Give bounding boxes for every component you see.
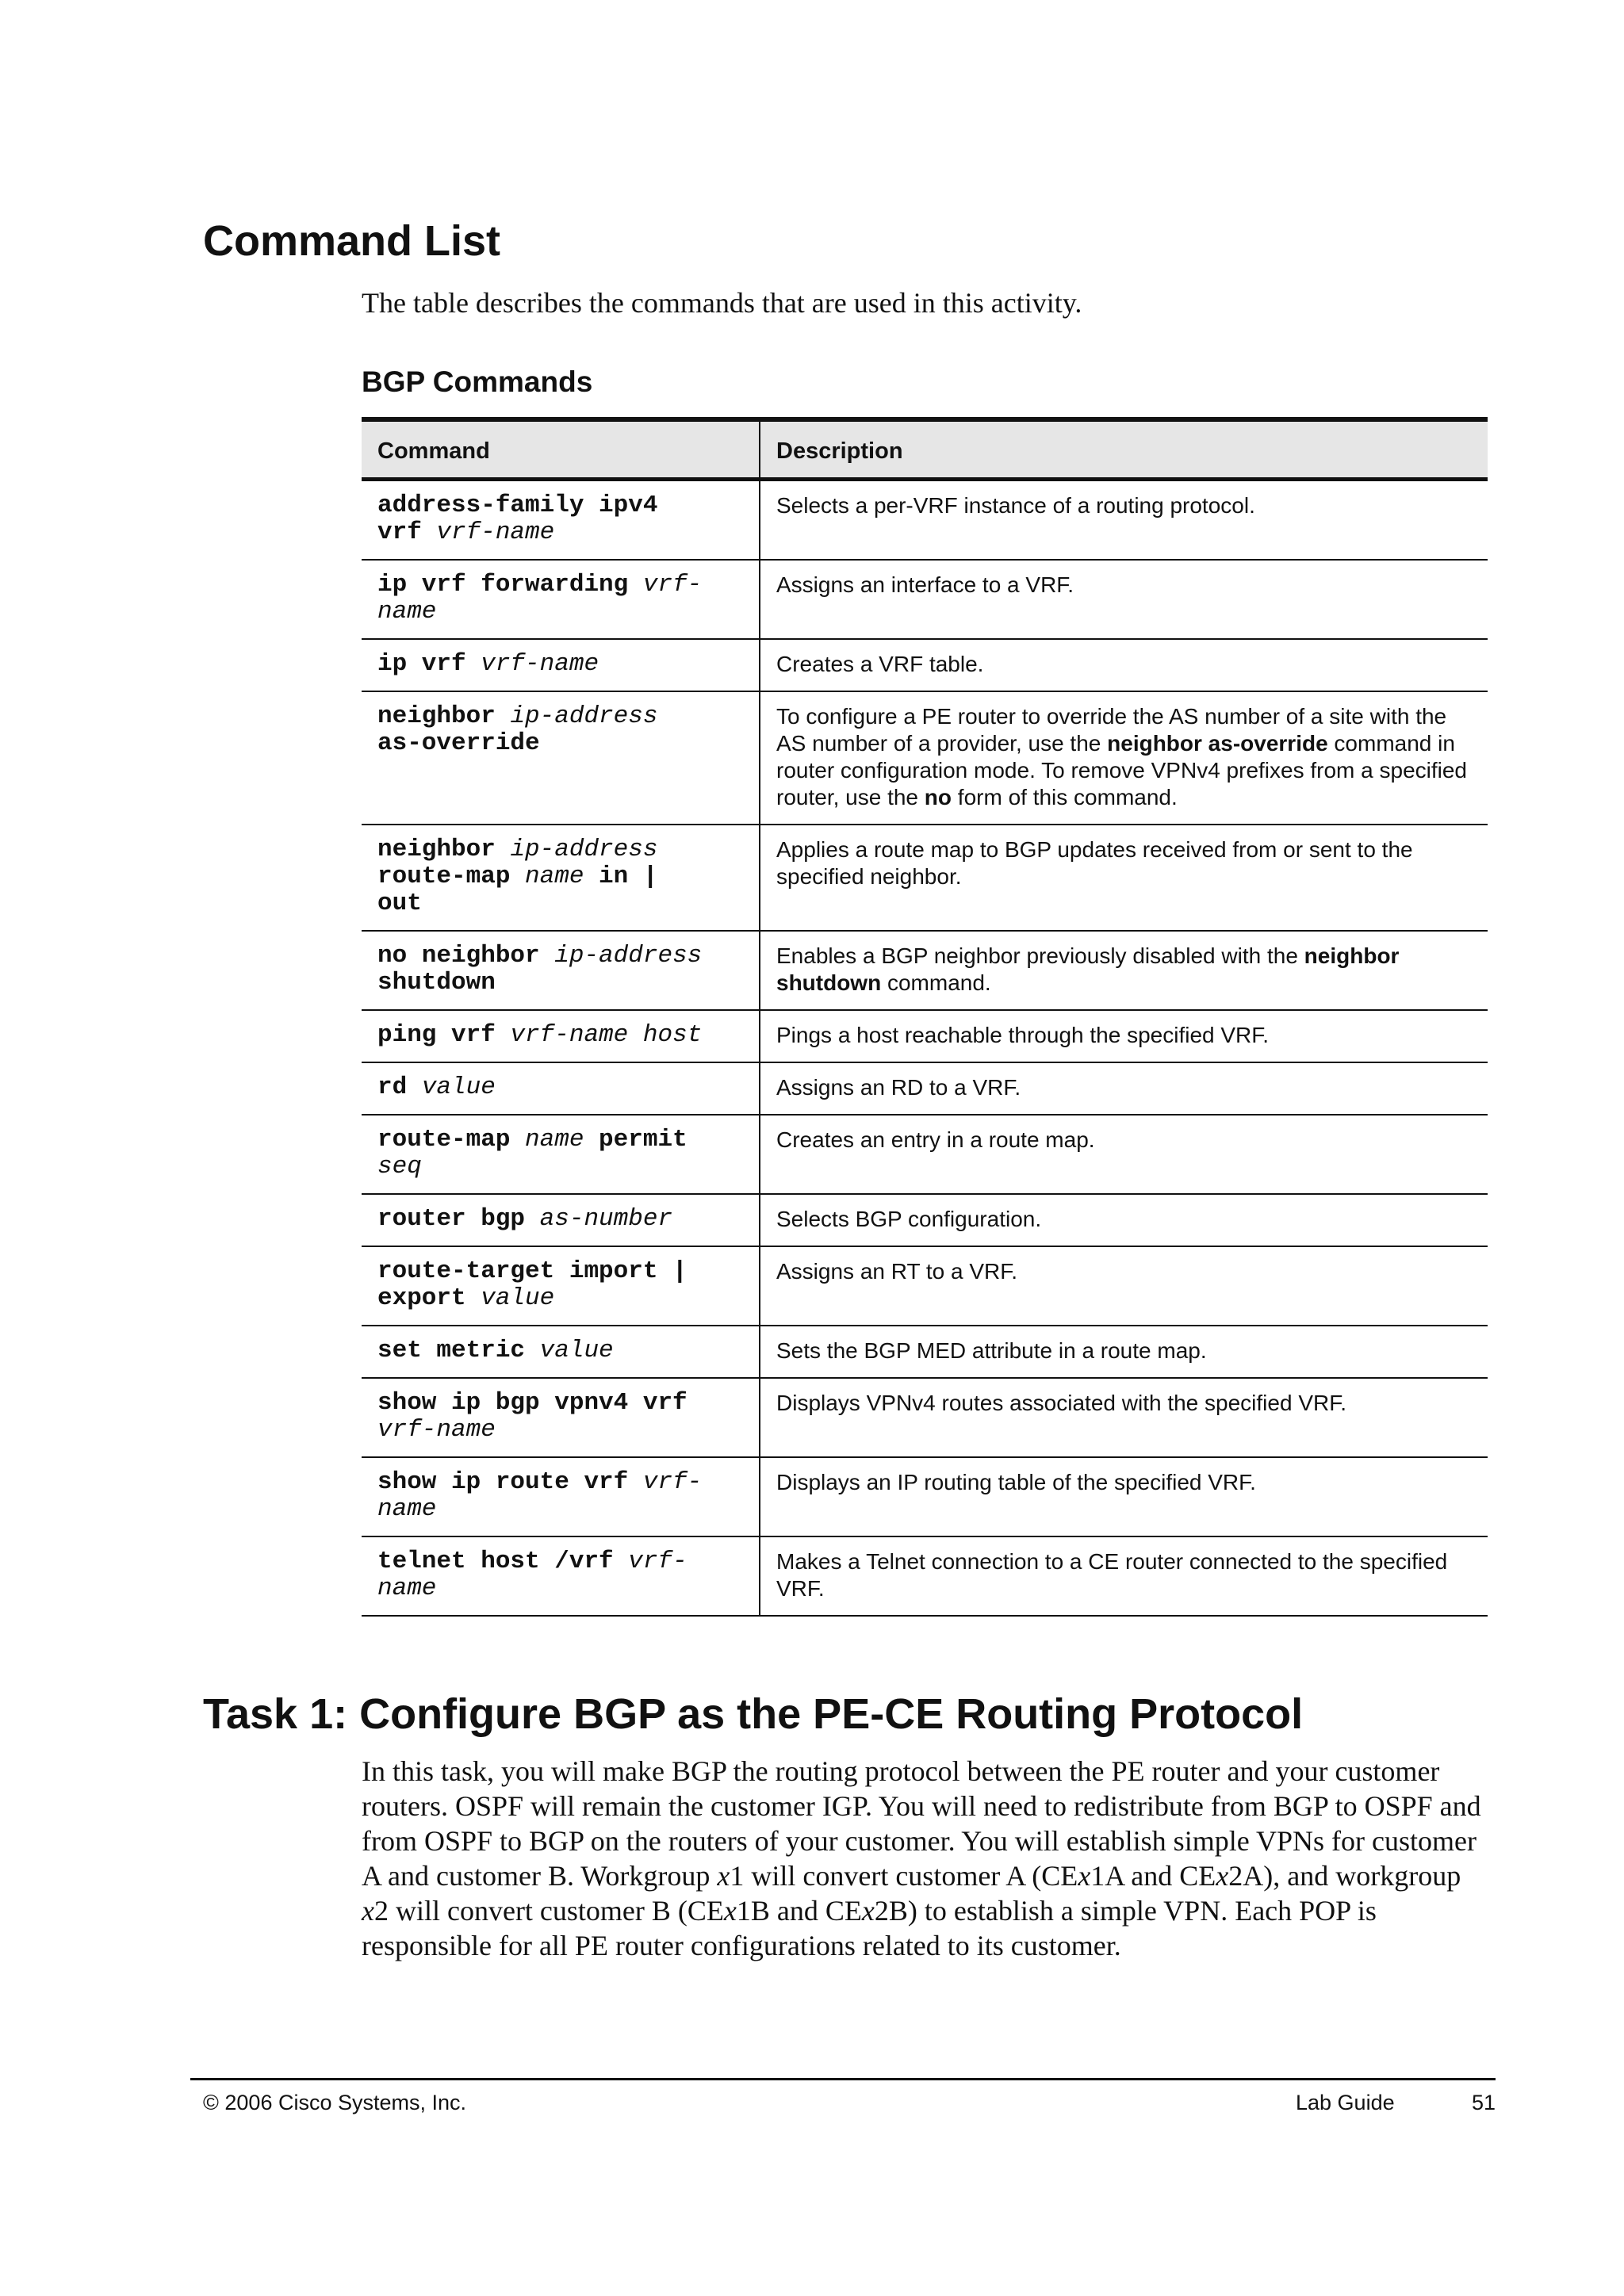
command-line [377, 730, 743, 757]
description-text: command. [881, 970, 991, 995]
description-cell [760, 1378, 1488, 1457]
table-row [362, 931, 1488, 1010]
table-row [362, 1062, 1488, 1115]
footer-page-number: 51 [1472, 2091, 1496, 2114]
command-argument: name [525, 1126, 584, 1154]
description-text: Applies a route map to BGP updates received from or sent to the specified neighbor. [776, 837, 1413, 889]
command-keyword: show ip route vrf [377, 1468, 643, 1496]
description-cell [760, 931, 1488, 1010]
column-header-description: Description [760, 419, 1488, 480]
description-cell [760, 1246, 1488, 1326]
command-line [377, 651, 743, 678]
command-keyword: export [377, 1284, 481, 1312]
paragraph-text: 1A and CE [1090, 1860, 1216, 1892]
command-cell [362, 1246, 760, 1326]
column-header-command: Command [362, 419, 760, 480]
command-line [377, 1548, 743, 1575]
description-cell [760, 1457, 1488, 1536]
description-text: form of this command. [952, 785, 1178, 809]
command-argument: vrf-name host [510, 1021, 703, 1049]
paragraph-italic: x [1078, 1860, 1091, 1892]
command-cell [362, 1010, 760, 1062]
section-title: Command List [203, 217, 501, 265]
command-line [377, 943, 743, 970]
command-keyword: set metric [377, 1337, 540, 1364]
command-keyword: permit [584, 1126, 688, 1154]
command-keyword: telnet host /vrf [377, 1548, 629, 1575]
command-keyword: shutdown [377, 969, 496, 997]
command-line [377, 1206, 743, 1233]
command-argument: ip-address [510, 836, 658, 863]
description-cell [760, 480, 1488, 561]
command-cell [362, 480, 760, 561]
table-row [362, 560, 1488, 639]
description-text: Displays VPNv4 routes associated with the specified VRF. [776, 1391, 1346, 1415]
footer-rule [190, 2078, 1496, 2080]
paragraph-text: 2A), and workgroup [1228, 1860, 1461, 1892]
table-row [362, 1194, 1488, 1246]
description-cell [760, 691, 1488, 825]
description-text: Assigns an RD to a VRF. [776, 1075, 1021, 1100]
description-text: Assigns an interface to a VRF. [776, 572, 1074, 597]
command-argument: vrf- [642, 1468, 703, 1496]
command-cell [362, 1378, 760, 1457]
description-emphasis: neighbor as-override [1107, 731, 1328, 756]
section-intro: The table describes the commands that are used in this activity. [362, 287, 1082, 319]
command-line [377, 492, 743, 519]
command-argument: value [481, 1284, 555, 1312]
paragraph-italic: x [362, 1895, 374, 1927]
description-text: Creates an entry in a route map. [776, 1127, 1095, 1152]
command-keyword: address-family ipv4 [377, 492, 658, 519]
command-line [377, 1337, 743, 1364]
command-argument: ip-address [554, 942, 703, 970]
command-argument: name [377, 1575, 437, 1602]
command-cell [362, 931, 760, 1010]
paragraph-italic: x [723, 1895, 737, 1927]
command-keyword: in | [584, 863, 658, 890]
table-row [362, 1010, 1488, 1062]
command-line [377, 703, 743, 730]
description-cell [760, 1326, 1488, 1378]
command-keyword: ping vrf [377, 1021, 511, 1049]
description-text: To configure a PE router to override the AS number of a site with the AS number of a provider, use the [776, 704, 1447, 756]
table-row [362, 1536, 1488, 1616]
command-keyword: vrf [377, 519, 437, 546]
paragraph-text: 2B) to establish a simple VPN. Each POP is responsible for all PE router configurations related to its customer. [362, 1895, 1377, 1961]
command-cell [362, 1062, 760, 1115]
description-text: Displays an IP routing table of the specified VRF. [776, 1470, 1256, 1494]
description-cell [760, 560, 1488, 639]
description-cell [760, 639, 1488, 691]
command-line [377, 1390, 743, 1417]
table-row [362, 1457, 1488, 1536]
description-text: command in router configuration mode. To remove VPNv4 prefixes from a specified router, use the [776, 731, 1468, 809]
table-row [362, 825, 1488, 931]
command-line [377, 863, 743, 890]
command-keyword: router bgp [377, 1205, 540, 1233]
command-argument: name [377, 1495, 437, 1523]
command-line [377, 1496, 743, 1523]
command-cell [362, 1457, 760, 1536]
command-argument: value [539, 1337, 614, 1364]
description-text: Creates a VRF table. [776, 652, 984, 676]
description-cell [760, 1536, 1488, 1616]
command-argument: as-number [539, 1205, 673, 1233]
command-argument: vrf-name [481, 650, 599, 678]
table-row [362, 1378, 1488, 1457]
paragraph-text: 1 will convert customer A (CE [730, 1860, 1078, 1892]
paragraph-italic: x [717, 1860, 730, 1892]
description-text: Pings a host reachable through the specified VRF. [776, 1023, 1270, 1047]
paragraph-italic: x [1216, 1860, 1229, 1892]
description-text: Selects BGP configuration. [776, 1207, 1042, 1231]
command-keyword: no neighbor [377, 942, 555, 970]
command-line [377, 1417, 743, 1444]
description-cell [760, 1194, 1488, 1246]
description-text: Enables a BGP neighbor previously disabled with the [776, 943, 1304, 968]
description-text: Makes a Telnet connection to a CE router connected to the specified VRF. [776, 1549, 1448, 1601]
paragraph-text: In this task, you will make BGP the routing protocol between the PE router and your customer routers. OSPF will remain the customer IGP. You will need to redistribute from BGP to OSPF and from OSPF to BGP on the routers of your customer. You will establish simple VPNs for customer A and customer B. Workgroup [362, 1755, 1481, 1892]
table-row [362, 691, 1488, 825]
command-line [377, 970, 743, 997]
bgp-commands-table [362, 417, 1488, 1617]
paragraph-text: 2 will convert customer B (CE [373, 1895, 724, 1927]
command-cell [362, 691, 760, 825]
command-line [377, 599, 743, 626]
table-row [362, 1246, 1488, 1326]
command-line [377, 836, 743, 863]
command-cell [362, 1536, 760, 1616]
command-argument: vrf- [628, 1548, 688, 1575]
command-keyword: neighbor [377, 836, 511, 863]
command-line [377, 1154, 743, 1181]
command-keyword: route-target import | [377, 1257, 688, 1285]
description-text: Selects a per-VRF instance of a routing protocol. [776, 493, 1255, 518]
description-cell [760, 1115, 1488, 1194]
description-cell [760, 1062, 1488, 1115]
command-cell [362, 560, 760, 639]
command-argument: ip-address [510, 702, 658, 730]
table-row [362, 639, 1488, 691]
table-header-row [362, 419, 1488, 480]
command-keyword: route-map [377, 1126, 526, 1154]
command-keyword: rd [377, 1073, 422, 1101]
command-keyword: show ip bgp vpnv4 vrf [377, 1389, 688, 1417]
command-argument: value [421, 1073, 496, 1101]
command-keyword: neighbor [377, 702, 511, 730]
description-cell [760, 1010, 1488, 1062]
command-argument: vrf- [642, 571, 703, 599]
command-line [377, 1469, 743, 1496]
table-body [362, 480, 1488, 1617]
description-emphasis: no [924, 785, 952, 809]
command-cell [362, 1326, 760, 1378]
task1-title: Task 1: Configure BGP as the PE-CE Routing Protocol [203, 1690, 1304, 1738]
command-line [377, 1575, 743, 1602]
footer-guide-label: Lab Guide [1296, 2091, 1395, 2114]
footer-copyright: © 2006 Cisco Systems, Inc. [203, 2091, 467, 2114]
command-line [377, 890, 743, 917]
command-cell [362, 1115, 760, 1194]
description-text: Sets the BGP MED attribute in a route map. [776, 1338, 1207, 1363]
command-keyword: as-override [377, 729, 540, 757]
paragraph-italic: x [861, 1895, 875, 1927]
command-argument: vrf-name [377, 1416, 496, 1444]
command-line [377, 1127, 743, 1154]
command-cell [362, 1194, 760, 1246]
command-argument: seq [377, 1153, 422, 1181]
command-keyword: ip vrf forwarding [377, 571, 643, 599]
table-row [362, 1326, 1488, 1378]
command-line [377, 1258, 743, 1285]
table-row [362, 1115, 1488, 1194]
command-line [377, 1285, 743, 1312]
table-caption: BGP Commands [362, 365, 593, 398]
command-cell [362, 825, 760, 931]
command-cell [362, 639, 760, 691]
command-keyword: out [377, 890, 422, 917]
command-keyword: route-map [377, 863, 526, 890]
description-emphasis: neighbor shutdown [776, 943, 1400, 995]
table-row [362, 480, 1488, 561]
command-argument: vrf-name [436, 519, 555, 546]
command-line [377, 519, 743, 546]
command-line [377, 1074, 743, 1101]
command-argument: name [525, 863, 584, 890]
task1-paragraph [362, 1754, 1488, 1963]
command-line [377, 572, 743, 599]
description-cell [760, 825, 1488, 931]
command-line [377, 1022, 743, 1049]
command-argument: name [377, 598, 437, 626]
command-keyword: ip vrf [377, 650, 481, 678]
description-text: Assigns an RT to a VRF. [776, 1259, 1017, 1284]
paragraph-text: 1B and CE [736, 1895, 862, 1927]
